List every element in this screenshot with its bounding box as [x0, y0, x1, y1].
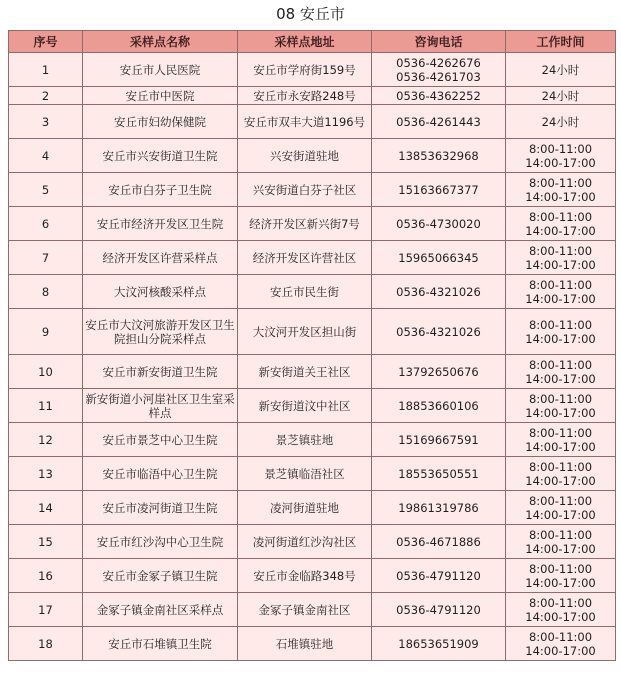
table-row — [9, 105, 616, 139]
hours-line: 8:00-11:00 — [528, 425, 593, 440]
cell-address: 新安街道关王社区 — [238, 355, 372, 389]
hours-line: 14:00-17:00 — [525, 575, 596, 590]
cell-name: 金冢子镇金南社区采样点 — [83, 593, 238, 627]
cell-phone — [372, 593, 506, 627]
cell-index: 16 — [9, 559, 83, 593]
cell-name: 安丘市凌河街道卫生院 — [83, 491, 238, 525]
cell-phone — [372, 87, 506, 105]
page-title: 08 安丘市 — [276, 5, 345, 23]
cell-name: 安丘市中医院 — [83, 87, 238, 105]
hours-line: 8:00-11:00 — [528, 629, 593, 644]
cell-phone — [372, 53, 506, 87]
cell-phone — [372, 559, 506, 593]
phone-number: 0536-4362252 — [396, 88, 481, 103]
cell-phone — [372, 139, 506, 173]
phone-number: 0536-4321026 — [396, 324, 481, 339]
hours-line: 24小时 — [541, 62, 580, 77]
cell-address: 安丘市金临路348号 — [238, 559, 372, 593]
hours-line: 14:00-17:00 — [525, 473, 596, 488]
hours-line: 8:00-11:00 — [528, 459, 593, 474]
hours-line: 8:00-11:00 — [528, 243, 593, 258]
table-row — [9, 275, 616, 309]
cell-index: 10 — [9, 355, 83, 389]
table-row — [9, 559, 616, 593]
cell-name: 新安街道小河崖社区卫生室采样点 — [83, 389, 238, 423]
hours-line: 14:00-17:00 — [525, 405, 596, 420]
cell-index: 14 — [9, 491, 83, 525]
cell-phone — [372, 525, 506, 559]
table-row — [9, 355, 616, 389]
cell-phone — [372, 309, 506, 355]
phone-number: 0536-4261443 — [396, 114, 481, 129]
cell-name: 安丘市红沙沟中心卫生院 — [83, 525, 238, 559]
table-row — [9, 207, 616, 241]
phone-number: 13792650676 — [398, 364, 479, 379]
phone-number: 13853632968 — [398, 148, 479, 163]
header-name: 采样点名称 — [83, 31, 238, 53]
hours-line: 8:00-11:00 — [528, 175, 593, 190]
cell-index: 12 — [9, 423, 83, 457]
hours-line: 8:00-11:00 — [528, 141, 593, 156]
cell-hours — [506, 309, 616, 355]
cell-phone — [372, 491, 506, 525]
cell-address: 石堆镇驻地 — [238, 627, 372, 661]
hours-line: 8:00-11:00 — [528, 561, 593, 576]
table-row — [9, 309, 616, 355]
hours-line: 14:00-17:00 — [525, 331, 596, 346]
cell-index: 15 — [9, 525, 83, 559]
phone-number: 0536-4671886 — [396, 534, 481, 549]
cell-name: 安丘市大汶河旅游开发区卫生院担山分院采样点 — [83, 309, 238, 355]
cell-phone — [372, 275, 506, 309]
hours-line: 8:00-11:00 — [528, 357, 593, 372]
hours-line: 8:00-11:00 — [528, 209, 593, 224]
cell-hours — [506, 559, 616, 593]
table-row — [9, 491, 616, 525]
hours-line: 14:00-17:00 — [525, 291, 596, 306]
cell-index: 7 — [9, 241, 83, 275]
cell-address: 经济开发区新兴街7号 — [238, 207, 372, 241]
cell-name: 安丘市金冢子镇卫生院 — [83, 559, 238, 593]
cell-index: 2 — [9, 87, 83, 105]
cell-phone — [372, 105, 506, 139]
table-row — [9, 87, 616, 105]
cell-hours — [506, 355, 616, 389]
phone-number: 0536-4791120 — [396, 568, 481, 583]
hours-line: 14:00-17:00 — [525, 155, 596, 170]
cell-hours — [506, 87, 616, 105]
hours-line: 14:00-17:00 — [525, 257, 596, 272]
cell-phone — [372, 423, 506, 457]
phone-number: 19861319786 — [398, 500, 479, 515]
cell-index: 9 — [9, 309, 83, 355]
cell-address: 景芝镇临浯社区 — [238, 457, 372, 491]
hours-line: 8:00-11:00 — [528, 277, 593, 292]
cell-hours — [506, 423, 616, 457]
phone-number: 0536-4262676 — [396, 55, 481, 70]
cell-index: 8 — [9, 275, 83, 309]
cell-address: 凌河街道红沙沟社区 — [238, 525, 372, 559]
table-row — [9, 389, 616, 423]
sampling-sites-table — [8, 30, 616, 661]
phone-number: 15169667591 — [398, 432, 479, 447]
phone-number: 18653651909 — [398, 636, 479, 651]
hours-line: 8:00-11:00 — [528, 493, 593, 508]
header-hours: 工作时间 — [506, 31, 616, 53]
cell-hours — [506, 457, 616, 491]
table-row — [9, 457, 616, 491]
cell-hours — [506, 139, 616, 173]
cell-index: 6 — [9, 207, 83, 241]
cell-phone — [372, 389, 506, 423]
cell-name: 安丘市妇幼保健院 — [83, 105, 238, 139]
hours-line: 14:00-17:00 — [525, 541, 596, 556]
cell-index: 18 — [9, 627, 83, 661]
cell-hours — [506, 207, 616, 241]
cell-name: 安丘市白芬子卫生院 — [83, 173, 238, 207]
hours-line: 8:00-11:00 — [528, 317, 593, 332]
table-row — [9, 627, 616, 661]
hours-line: 24小时 — [541, 88, 580, 103]
hours-line: 14:00-17:00 — [525, 609, 596, 624]
cell-name: 安丘市新安街道卫生院 — [83, 355, 238, 389]
table-row — [9, 139, 616, 173]
hours-line: 14:00-17:00 — [525, 189, 596, 204]
table-header — [9, 31, 616, 53]
cell-address: 兴安街道白芬子社区 — [238, 173, 372, 207]
table-body — [9, 53, 616, 661]
cell-index: 5 — [9, 173, 83, 207]
cell-name: 安丘市人民医院 — [83, 53, 238, 87]
cell-address: 安丘市双丰大道1196号 — [238, 105, 372, 139]
phone-number: 0536-4730020 — [396, 216, 481, 231]
cell-phone — [372, 355, 506, 389]
table-row — [9, 423, 616, 457]
phone-number: 18853660106 — [398, 398, 479, 413]
cell-phone — [372, 627, 506, 661]
cell-phone — [372, 207, 506, 241]
hours-line: 14:00-17:00 — [525, 643, 596, 658]
header-address: 采样点地址 — [238, 31, 372, 53]
phone-number: 15163667377 — [398, 182, 479, 197]
table-row — [9, 525, 616, 559]
cell-phone — [372, 457, 506, 491]
cell-index: 1 — [9, 53, 83, 87]
cell-phone — [372, 241, 506, 275]
table-row — [9, 173, 616, 207]
cell-address: 经济开发区许营社区 — [238, 241, 372, 275]
cell-index: 4 — [9, 139, 83, 173]
phone-number: 0536-4791120 — [396, 602, 481, 617]
table-row — [9, 593, 616, 627]
cell-address: 兴安街道驻地 — [238, 139, 372, 173]
cell-index: 3 — [9, 105, 83, 139]
hours-line: 8:00-11:00 — [528, 595, 593, 610]
hours-line: 24小时 — [541, 114, 580, 129]
cell-address: 大汶河开发区担山街 — [238, 309, 372, 355]
cell-name: 安丘市兴安街道卫生院 — [83, 139, 238, 173]
cell-phone — [372, 173, 506, 207]
cell-name: 安丘市经济开发区卫生院 — [83, 207, 238, 241]
phone-number: 15965066345 — [398, 250, 479, 265]
cell-address: 景芝镇驻地 — [238, 423, 372, 457]
header-index: 序号 — [9, 31, 83, 53]
cell-hours — [506, 241, 616, 275]
cell-hours — [506, 491, 616, 525]
cell-address: 新安街道汶中社区 — [238, 389, 372, 423]
hours-line: 8:00-11:00 — [528, 391, 593, 406]
cell-hours — [506, 105, 616, 139]
cell-hours — [506, 627, 616, 661]
cell-name: 大汶河核酸采样点 — [83, 275, 238, 309]
phone-number: 0536-4261703 — [396, 69, 481, 84]
cell-hours — [506, 53, 616, 87]
table-row — [9, 53, 616, 87]
hours-line: 8:00-11:00 — [528, 527, 593, 542]
cell-index: 13 — [9, 457, 83, 491]
cell-index: 17 — [9, 593, 83, 627]
cell-address: 安丘市学府街159号 — [238, 53, 372, 87]
cell-hours — [506, 593, 616, 627]
cell-hours — [506, 525, 616, 559]
hours-line: 14:00-17:00 — [525, 371, 596, 386]
cell-address: 凌河街道驻地 — [238, 491, 372, 525]
cell-address: 安丘市民生街 — [238, 275, 372, 309]
cell-name: 经济开发区许营采样点 — [83, 241, 238, 275]
hours-line: 14:00-17:00 — [525, 507, 596, 522]
hours-line: 14:00-17:00 — [525, 223, 596, 238]
cell-name: 安丘市石堆镇卫生院 — [83, 627, 238, 661]
cell-hours — [506, 389, 616, 423]
cell-index: 11 — [9, 389, 83, 423]
cell-name: 安丘市临浯中心卫生院 — [83, 457, 238, 491]
phone-number: 0536-4321026 — [396, 284, 481, 299]
hours-line: 14:00-17:00 — [525, 439, 596, 454]
cell-name: 安丘市景芝中心卫生院 — [83, 423, 238, 457]
header-phone: 咨询电话 — [372, 31, 506, 53]
cell-hours — [506, 275, 616, 309]
cell-address: 安丘市永安路248号 — [238, 87, 372, 105]
header-row — [9, 31, 616, 53]
cell-hours — [506, 173, 616, 207]
table-row — [9, 241, 616, 275]
cell-address: 金冢子镇金南社区 — [238, 593, 372, 627]
phone-number: 18553650551 — [398, 466, 479, 481]
